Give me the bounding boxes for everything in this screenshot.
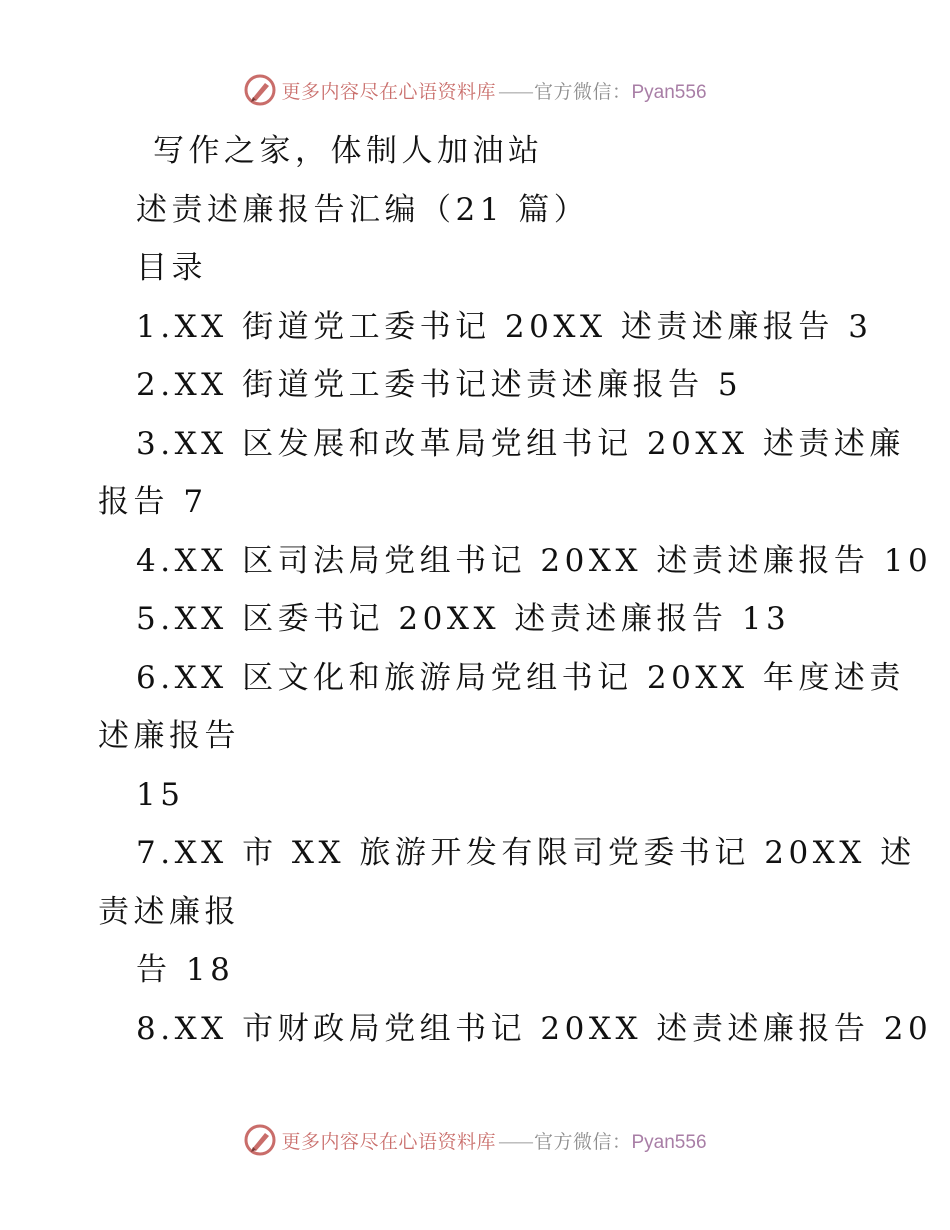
header-banner xyxy=(0,70,950,110)
toc-line: 15 xyxy=(136,776,185,813)
toc-line: 5.XX 区委书记 20XX 述责述廉报告 13 xyxy=(136,601,791,637)
banner-middle: 官方微信： xyxy=(533,80,632,103)
toc-line: 8.XX 市财政局党组书记 20XX 述责述廉报告 20 xyxy=(136,1010,933,1047)
toc-heading: 目录 xyxy=(136,250,207,286)
banner-text xyxy=(281,77,706,104)
toc-line: 3.XX 区发展和改革局党组书记 20XX 述责述廉 xyxy=(136,425,905,462)
banner-prefix: 更多内容尽在心语资料库 xyxy=(281,80,496,103)
toc-line: 6.XX 区文化和旅游局党组书记 20XX 年度述责 xyxy=(136,659,905,696)
document-body xyxy=(98,122,933,1058)
banner-dash: —— xyxy=(497,1130,532,1153)
toc-line: 告 18 xyxy=(136,952,235,988)
toc-line: 述廉报告 xyxy=(98,718,240,754)
table-of-contents xyxy=(98,298,933,1059)
toc-line: 4.XX 区司法局党组书记 20XX 述责述廉报告 10 xyxy=(136,542,933,579)
banner-prefix: 更多内容尽在心语资料库 xyxy=(281,1130,496,1153)
header-line: 写作之家，体制人加油站 xyxy=(153,133,544,169)
toc-line: 责述廉报 xyxy=(98,893,240,930)
banner-dash: —— xyxy=(497,80,532,103)
toc-line: 2.XX 街道党工委书记述责述廉报告 5 xyxy=(136,367,743,403)
pen-logo-icon xyxy=(243,73,277,107)
toc-line: 报告 7 xyxy=(98,484,208,520)
banner-wechat-id: Pyan556 xyxy=(631,81,707,103)
pen-logo-icon xyxy=(243,1123,277,1157)
toc-line: 7.XX 市 XX 旅游开发有限司党委书记 20XX 述 xyxy=(136,835,916,871)
banner-wechat-id: Pyan556 xyxy=(631,1131,707,1153)
document-title: 述责述廉报告汇编（21 篇） xyxy=(136,191,590,228)
banner-middle: 官方微信： xyxy=(533,1130,632,1153)
toc-line: 1.XX 街道党工委书记 20XX 述责述廉报告 3 xyxy=(136,308,873,345)
footer-banner xyxy=(0,1120,950,1160)
banner-text xyxy=(281,1127,706,1154)
